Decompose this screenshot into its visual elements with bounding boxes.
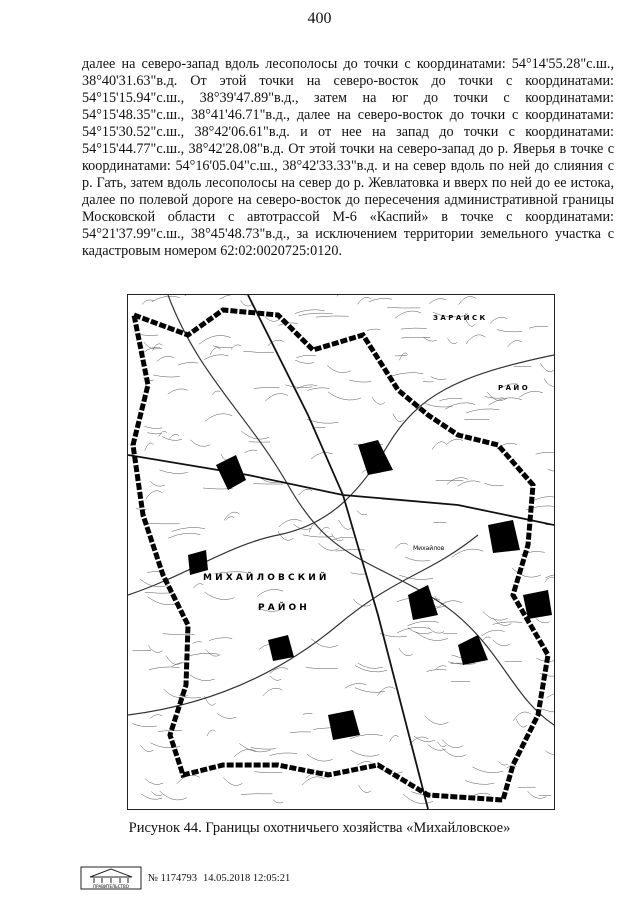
contour-line [148, 433, 162, 434]
contour-line [327, 365, 350, 372]
contour-line [168, 533, 200, 538]
contour-line [395, 311, 421, 318]
contour-line [336, 550, 366, 552]
contour-line [529, 326, 548, 328]
contour-line [397, 627, 430, 633]
contour-line [185, 295, 215, 296]
contour-line [536, 618, 550, 623]
contour-line [231, 345, 241, 350]
contour-line [257, 589, 283, 596]
contour-line [349, 380, 371, 382]
label-right: Р А Й О [498, 384, 528, 392]
contour-line [513, 712, 531, 721]
contour-line [141, 745, 154, 751]
paragraph: далее на северо-запад вдоль лесополосы до точки с координатами: 54°14'55.28"с.ш., 38°40'31.63"в.д. От этой точки на северо-восток до точки с координатами: 54°15'15.94"с.ш., 38°39'47.89"в.д., затем на юг до точки с координатами: 54°15'48.35"с.ш., 38°41'46.71"в.д., далее на северо-восток до точки с координатами: 54°15'30.52"с.ш., 38°42'06.61"в.д. и от нее на запад до точки с координатами: 54°15'44.77"с.ш., 38°42'28.08"в.д. От этой точки на северо-запад до р. Яверья в точке с координатами: 54°16'05.04"с.ш., 38°42'33.33"в.д. и на север вдоль по ней до слияния с р. Гать, затем вдоль лесополосы на север до р. Жевлатовка и вверх по ней до ее истока, далее по полевой дороге на северо-восток до пересечения административной границы Московской области с автотрассой М-6 «Каспий» в точке с координатами: 54°21'37.99"с.ш., 38°45'48.73"в.д., за исключением территории земельного участка с кадастровым номером 62:02:0020725:0120. [82, 56, 614, 259]
contour-line [516, 719, 527, 727]
contour-line [144, 426, 162, 428]
contour-line [499, 762, 508, 766]
contour-line [153, 344, 163, 351]
contour-line [408, 628, 432, 634]
contour-line [459, 296, 477, 304]
contour-line [178, 362, 198, 365]
contour-line [290, 732, 311, 733]
contour-line [204, 355, 228, 360]
contour-line [209, 638, 232, 641]
contour-line [169, 434, 179, 438]
contour-line [369, 298, 392, 301]
contour-line [541, 709, 554, 713]
contour-line [207, 730, 216, 736]
body-text [82, 56, 614, 260]
contour-line [303, 713, 313, 714]
contour-line [466, 335, 486, 344]
contour-line [390, 735, 399, 741]
contour-line [217, 713, 236, 718]
contour-line [377, 687, 395, 696]
contour-line [447, 478, 468, 485]
contour-line [245, 450, 257, 453]
contour-line [458, 481, 481, 487]
contour-line [265, 394, 288, 402]
contour-line [279, 519, 302, 527]
contour-line [136, 509, 147, 510]
contour-line [536, 452, 554, 454]
contour-line [194, 584, 204, 588]
contour-line [150, 481, 165, 486]
contour-line [540, 363, 554, 371]
contour-line [490, 317, 507, 323]
contour-line [443, 633, 457, 634]
contour-line [285, 385, 312, 388]
contour-line [393, 414, 404, 422]
contour-line [254, 772, 282, 773]
contour-line [423, 337, 437, 341]
contour-line [172, 527, 205, 531]
contour-line [395, 543, 408, 549]
contour-line [316, 316, 349, 317]
contour-line [270, 668, 289, 674]
contour-line [185, 653, 218, 657]
contour-line [302, 777, 325, 785]
contour-line [351, 573, 367, 575]
contour-line [311, 452, 333, 459]
contour-line [448, 338, 458, 344]
contour-line [357, 510, 367, 515]
contour-line [427, 670, 447, 672]
contour-line [199, 335, 231, 344]
hunting-area-map [128, 295, 554, 809]
label-town: Михайлов [413, 545, 445, 552]
contour-line [177, 775, 200, 784]
contour-line [307, 388, 329, 391]
contour-line [547, 691, 554, 698]
contour-line [145, 779, 164, 785]
contour-line [482, 630, 505, 636]
contour-line [440, 398, 463, 400]
contour-line [407, 621, 438, 626]
stamp-text: ПРАВИТЕЛЬСТВО [93, 884, 129, 889]
contour-line [353, 599, 371, 606]
contour-line [263, 688, 283, 696]
contour-line [306, 668, 338, 669]
timestamp: 14.05.2018 12:05:21 [203, 872, 291, 884]
contour-line [425, 404, 453, 408]
contour-line [359, 785, 372, 792]
contour-line [485, 397, 504, 399]
contour-line [355, 666, 387, 672]
rivers [128, 295, 554, 725]
contour-line [466, 409, 499, 413]
contour-line [210, 348, 221, 355]
contour-line [425, 716, 449, 725]
contour-line [142, 794, 163, 799]
contour-line [220, 295, 247, 299]
contour-line [358, 297, 372, 304]
contour-line [234, 749, 256, 757]
contour-line [190, 440, 210, 447]
contour-line [405, 557, 430, 561]
contour-line [213, 346, 232, 348]
contour-line [254, 387, 280, 388]
label-rayon: Р А Й О Н [258, 603, 307, 613]
contour-line [297, 385, 318, 389]
contour-line [168, 389, 188, 394]
contour-line [149, 667, 180, 670]
contour-line [224, 512, 240, 520]
contour-line [160, 791, 187, 800]
contour-line [206, 650, 221, 657]
contour-line [391, 373, 423, 376]
contour-line [146, 491, 163, 500]
contour-line [493, 618, 512, 626]
contour-line [429, 299, 446, 304]
contour-line [307, 754, 333, 761]
government-building-icon [80, 866, 142, 890]
contour-line [445, 403, 475, 410]
contour-line [487, 392, 506, 401]
contour-line [193, 642, 202, 644]
contour-line [465, 781, 494, 785]
contour-line [296, 355, 315, 358]
contour-line [270, 753, 298, 756]
contour-line [350, 750, 379, 756]
contour-line [223, 777, 242, 785]
contour-line [544, 379, 554, 387]
contour-line [548, 469, 554, 471]
contour-line [423, 381, 434, 382]
contour-line [493, 640, 510, 646]
contour-line [145, 443, 154, 451]
contour-line [212, 391, 220, 395]
contour-line [160, 470, 188, 474]
contour-line [472, 767, 503, 773]
contour-line [299, 313, 333, 316]
contour-line [446, 439, 463, 445]
contour-line [428, 627, 444, 633]
contour-line [528, 791, 547, 798]
contour-line [150, 715, 163, 719]
contour-line [400, 353, 409, 360]
contour-line [401, 328, 427, 329]
contour-line [484, 483, 504, 486]
contour-line [431, 377, 447, 380]
label-top-right: З А Р А Й С К [433, 314, 486, 322]
contour-line [153, 375, 180, 377]
contour-line [145, 592, 173, 593]
contour-line [416, 632, 448, 640]
footer [80, 865, 290, 891]
contour-line [546, 751, 554, 755]
contour-line [226, 517, 234, 521]
contour-line [483, 637, 491, 640]
figure-caption: Рисунок 44. Границы охотничьего хозяйства «Михайловское» [128, 820, 511, 836]
contour-line [142, 300, 154, 305]
contour-line [533, 497, 554, 501]
contour-line [299, 489, 313, 495]
doc-number: № 1174793 [148, 872, 198, 884]
page-number: 400 [307, 10, 332, 27]
contour-line [132, 724, 156, 727]
contour-line [189, 675, 214, 681]
contour-line [157, 356, 174, 361]
contour-line [328, 392, 361, 400]
contour-line [432, 442, 446, 450]
contour-line [436, 666, 446, 669]
contour-line [152, 296, 180, 302]
contour-line [251, 748, 276, 750]
contour-line [483, 612, 508, 621]
contour-line [205, 414, 232, 422]
contour-line [295, 360, 314, 363]
contour-line [367, 329, 380, 330]
contour-line [162, 437, 182, 441]
contour-line [387, 308, 420, 309]
contour-line [241, 794, 273, 795]
contour-line [399, 648, 413, 656]
contour-line [345, 683, 366, 688]
contour-line [497, 330, 522, 332]
contour-line [401, 337, 430, 338]
label-district: М И Х А Й Л О В С К И Й [203, 573, 327, 583]
contour-line [358, 663, 383, 668]
contour-line [442, 740, 463, 748]
contour-line [270, 676, 281, 681]
contour-line [442, 748, 466, 756]
contour-line [337, 295, 356, 296]
contour-line [158, 730, 182, 731]
contour-line [148, 645, 162, 652]
map-figure [127, 294, 555, 810]
contour-line [163, 634, 195, 635]
contour-line [519, 391, 543, 397]
contour-line [205, 592, 235, 599]
contour-line [508, 340, 522, 346]
contour-line [243, 351, 274, 352]
contour-line [372, 397, 385, 404]
contour-line [399, 575, 433, 579]
contour-line [273, 800, 283, 803]
